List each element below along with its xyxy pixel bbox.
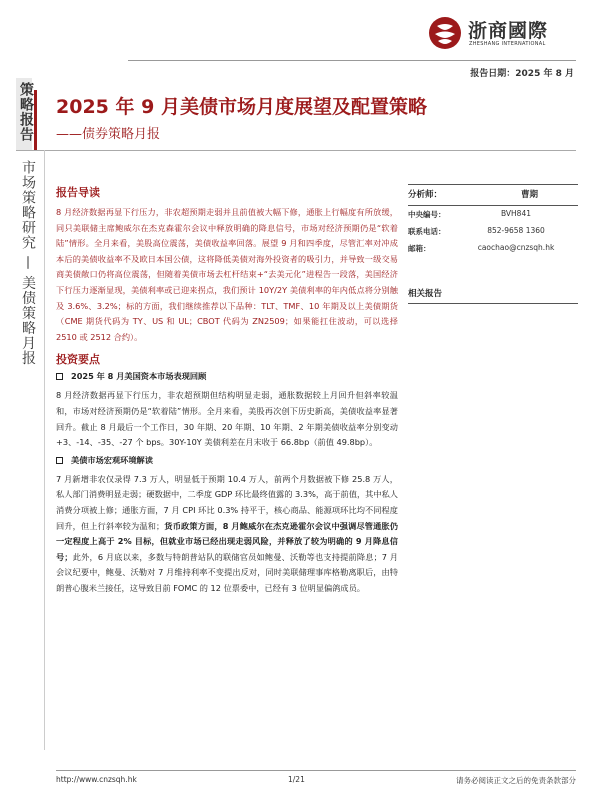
point-2-text-tail: 此外，6 月底以来，多数与特朗普站队的联储官员如鲍曼、沃勒等也支持提前降息；7 月会议纪要中，鲍曼、沃勒对 7 月维持利率不变提出反对，同时美联储理事库格勒离职后，由特朗普心腹米兰接任，这导致目前 FOMC 的 12 位票委中，已经有 3 位明显偏鸽成员。 [56, 551, 398, 593]
related-reports-heading: 相关报告 [408, 287, 578, 304]
report-date: 报告日期：2025 年 8 月 [470, 69, 574, 79]
brand-name-en: ZHESHANG INTERNATIONAL [469, 41, 546, 47]
analyst-row-value: BVH841 [501, 209, 531, 218]
analyst-row-key: 联系电话： [408, 227, 446, 236]
point-1-title-text: 2025 年 8 月美国资本市场表现回顾 [71, 371, 207, 382]
footer-website-link[interactable]: http://www.cnzsqh.hk [56, 775, 137, 784]
footer-disclaimer: 请务必阅读正文之后的免责条款部分 [456, 776, 576, 785]
sidebar-series [18, 160, 38, 370]
analyst-row-key: 中央编号： [408, 210, 446, 219]
summary-heading: 报告导读 [56, 186, 100, 199]
checkbox-bullet-icon [56, 373, 63, 380]
point-1-title [56, 371, 398, 382]
title-divider [16, 150, 576, 151]
point-2-title-text: 美债市场宏观环境解读 [71, 454, 153, 465]
page-number: 1/21 [288, 775, 305, 784]
analyst-panel [408, 184, 578, 304]
checkbox-bullet-icon [56, 457, 63, 464]
footer-divider [56, 770, 576, 771]
point-1-text: 8 月经济数据再显下行压力，非农超预期但结构明显走弱，通胀数据较上月回升但斜率较温和，市场对经济预期仍是“软着陆”情形。全月来看，美股再次创下历史新高，美债收益率显著回升。截止 8 月最后一个工作日，30 年期、20 年期、10 年期、2 年期美债收益率分别变动+3、-14、-35、-27 个 bps。30Y-10Y 美债利差在月末收于 66.8bp（前值 49.8bp）。 [56, 390, 398, 448]
sidebar-category [16, 78, 32, 150]
brand-emblem-icon [428, 16, 462, 50]
analyst-row [408, 206, 578, 223]
page-subtitle: ——债券策略月报 [56, 127, 161, 142]
analyst-name: 曹期 [520, 190, 538, 200]
point-2-text [56, 472, 398, 597]
sidebar-series-label: 市场策略研究 — 美债策略月报 [20, 160, 36, 366]
page-title: 2025 年 9 月美债市场月度展望及配置策略 [56, 96, 427, 118]
brand-logo [428, 14, 568, 54]
points-heading: 投资要点 [56, 353, 100, 367]
analyst-row-key: 邮箱： [408, 244, 431, 253]
point-2-text-bold: 货币政策方面，8 月鲍威尔在杰克逊霍尔会议中强调尽管通胀仍一定程度上高于 2% 目标，但就业市场已经出现走弱风险，并释放了较为明确的 9 月降息信号； [56, 520, 398, 562]
accent-bar [34, 90, 37, 150]
point-2-title [56, 455, 398, 466]
analyst-label: 分析师： [408, 190, 443, 200]
analyst-email-link[interactable]: caochao@cnzsqh.hk [477, 243, 555, 252]
brand-name-cn: 浙商國際 [468, 20, 549, 42]
point-2-text-plain: 7 月新增非农仅录得 7.3 万人，明显低于预期 10.4 万人，前两个月数据被下修 25.8 万人，私人部门消费明显走弱；硬数据中，二季度 GDP 环比最终值露的 3.3%，高于前值，其中私人消费分项被上修；通胀方面，7 月 CPI 环比 0.3% 持平于，核心商品、能源项环比均不同程度回升，但上行斜率较为温和； [56, 473, 398, 531]
analyst-row [408, 240, 578, 257]
summary-text: 8 月经济数据再显下行压力，非农超预期走弱并且前值被大幅下修，通胀上行幅度有所放缓，同只美联储主席鲍威尔在杰克森霍尔会议中释放明确的降息信号，市场对经济预期仍是“软着陆”情形。全月来看，美股高位震荡，美债收益率回落。展望 9 月和四季度，尽管汇率对冲成本后的美债收益率不及欧日本国公债，这将降低美债对海外投资者的吸引力，并导致一级交易商美债敞口仍将高位震荡，但随着美债市场去杠杆结束+“去美元化”进程告一段落，美国经济下行压力逐渐显现，美债利率或已迎来拐点，我们预计 10Y/2Y 美债利率的年内低点将分别触及 3.6%、3.2%；标的方面，我们继续推荐以下品种：TLT、TMF、10 年期及以上美债期货（CME 期货代码为 TY、US 和 UL；CBOT 代码为 ZN2509；如果能扛住波动，可以选择 2510 或 2512 合约）。 [56, 207, 398, 342]
sidebar-divider [44, 150, 45, 750]
header-divider [128, 60, 576, 61]
sidebar-category-label: 策略报告 [18, 82, 34, 142]
analyst-row-value: 852-9658 1360 [487, 226, 545, 235]
analyst-row [408, 223, 578, 240]
analyst-header [408, 185, 578, 205]
main-content [56, 184, 398, 596]
